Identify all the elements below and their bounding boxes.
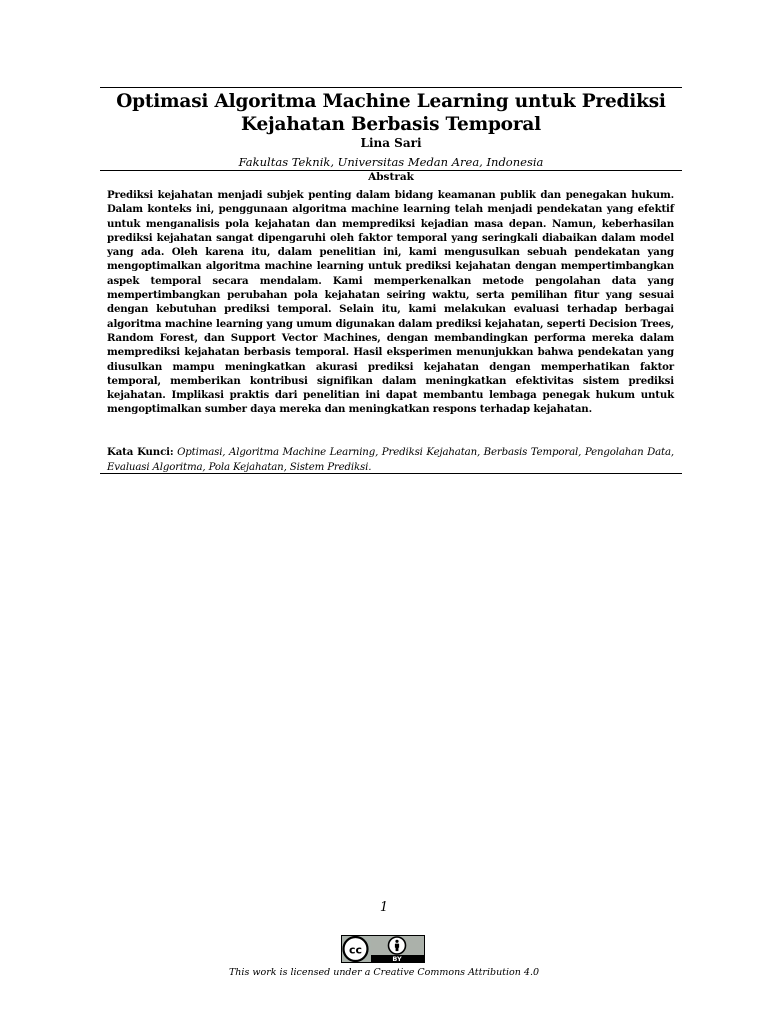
page-number: 1 — [379, 900, 389, 915]
license-notice: This work is licensed under a Creative Commons Attribution 4.0 — [228, 967, 540, 978]
paper-title: Optimasi Algoritma Machine Learning untuk Prediksi Kejahatan Berbasis Temporal — [116, 91, 666, 135]
person-icon — [389, 937, 406, 954]
cc-by-license-badge[interactable] — [341, 935, 425, 963]
author-name: Lina Sari — [360, 136, 422, 150]
cc-logo-text: cc — [348, 943, 363, 957]
cc-by-badge-graphic — [341, 935, 425, 963]
cc-logo-icon — [344, 937, 368, 961]
keywords-label: Kata Kunci: — [107, 446, 174, 458]
by-label: BY — [392, 955, 402, 963]
top-rule — [100, 87, 682, 88]
keywords-list: Optimasi, Algoritma Machine Learning, Prediksi Kejahatan, Berbasis Temporal, Pengolahan Data, Evaluasi Algoritma, Pola Kejahatan, Sistem Prediksi. — [107, 447, 674, 473]
abstract-bottom-rule — [100, 473, 682, 474]
author-affiliation: Fakultas Teknik, Universitas Medan Area, Indonesia — [238, 155, 544, 169]
abstract-heading: Abstrak — [368, 171, 414, 183]
abstract-text: Prediksi kejahatan menjadi subjek penting dalam bidang keamanan publik dan penegakan hukum. Dalam konteks ini, penggunaan algoritma machine learning telah menjadi pendekatan yang efektif untuk menganalisis pola kejahatan dan memprediksi kejadian masa depan. Namun, keberhasilan prediksi kejahatan sangat dipengaruhi oleh faktor temporal yang seringkali diabaikan dalam model yang ada. Oleh karena itu, dalam penelitian ini, kami mengusulkan sebuah pendekatan yang mengoptimalkan algoritma machine learning untuk prediksi kejahatan dengan mempertimbangkan aspek temporal secara mendalam. Kami memperkenalkan metode pengolahan data yang mempertimbangkan perubahan pola kejahatan seiring waktu, serta pemilihan fitur yang sesuai dengan kebutuhan prediksi temporal. Selain itu, kami melakukan evaluasi terhadap berbagai algoritma machine learning yang umum digunakan dalam prediksi kejahatan, seperti Decision Trees, Random Forest, dan Support Vector Machines, dengan membandingkan performa mereka dalam memprediksi kejahatan berbasis temporal. Hasil eksperimen menunjukkan bahwa pendekatan yang diusulkan mampu meningkatkan akurasi prediksi kejahatan dengan memperhatikan faktor temporal, memberikan kontribusi signifikan dalam meningkatkan efektivitas sistem prediksi kejahatan. Implikasi praktis dari penelitian ini dapat membantu lembaga penegak hukum untuk mengoptimalkan sumber daya mereka dan meningkatkan respons terhadap kejahatan. — [107, 189, 674, 416]
keywords — [107, 445, 674, 475]
